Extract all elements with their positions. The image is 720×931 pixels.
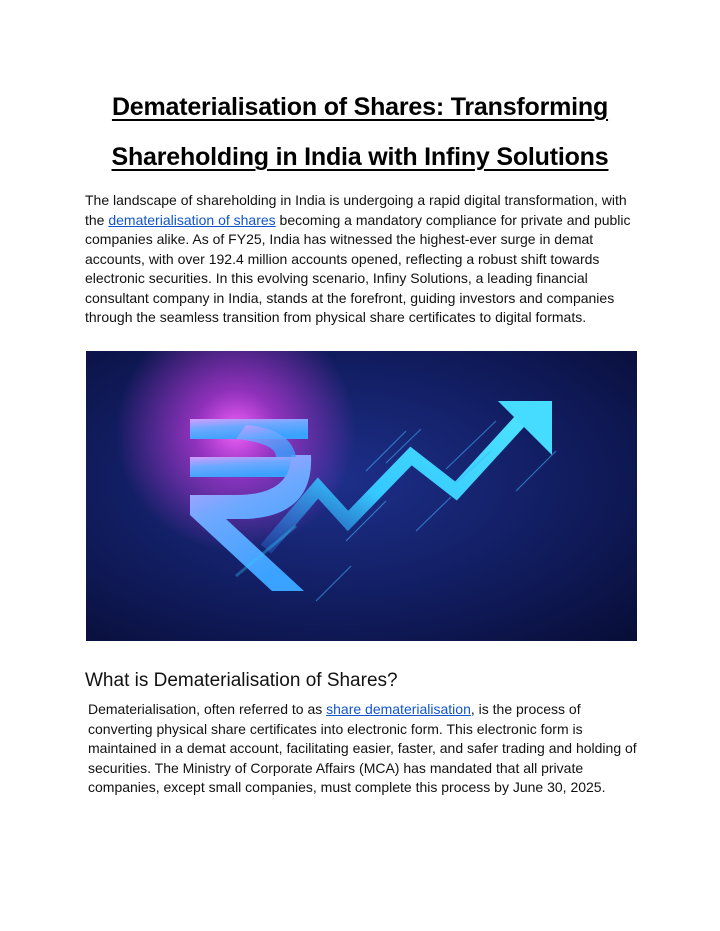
- section1-paragraph: [88, 700, 640, 798]
- intro-text-start: The landscape of shareholding in India is undergoing a rapid digital transformation, with the: [85, 192, 627, 228]
- intro-text-end: becoming a mandatory compliance for private and public companies alike. As of FY25, India has witnessed the highest-ever surge in demat accounts, with over 192.4 million accounts opened, reflecting a robust shift towards electronic securities. In this evolving scenario, Infiny Solutions, a leading financial consultant company in India, stands at the forefront, guiding investors and companies through the seamless transition from physical share certificates to digital formats.: [85, 211, 631, 325]
- intro-paragraph: [85, 191, 641, 328]
- dematerialisation-of-shares-link[interactable]: dematerialisation of shares: [108, 211, 276, 228]
- page-title-line-1: Dematerialisation of Shares: Transforming: [111, 93, 609, 121]
- page-title-line-2: Shareholding in India with Infiny Solutions: [111, 143, 609, 171]
- section1-text-start: Dematerialisation, often referred to as: [88, 701, 327, 717]
- section-heading-what-is-dematerialisation: What is Dematerialisation of Shares?: [85, 670, 398, 691]
- section1-text-end: , is the process of converting physical share certificates into electronic form. This electronic form is maintained in a demat account, facilitating easier, faster, and safer trading and holding of securities. The Ministry of Corporate Affairs (MCA) has mandated that all private companies, except small companies, must complete this process by June 30, 2025.: [88, 701, 637, 795]
- share-dematerialisation-link[interactable]: share dematerialisation: [326, 701, 471, 717]
- rupee-growth-arrow-illustration: [86, 351, 637, 641]
- page-title: [60, 82, 660, 182]
